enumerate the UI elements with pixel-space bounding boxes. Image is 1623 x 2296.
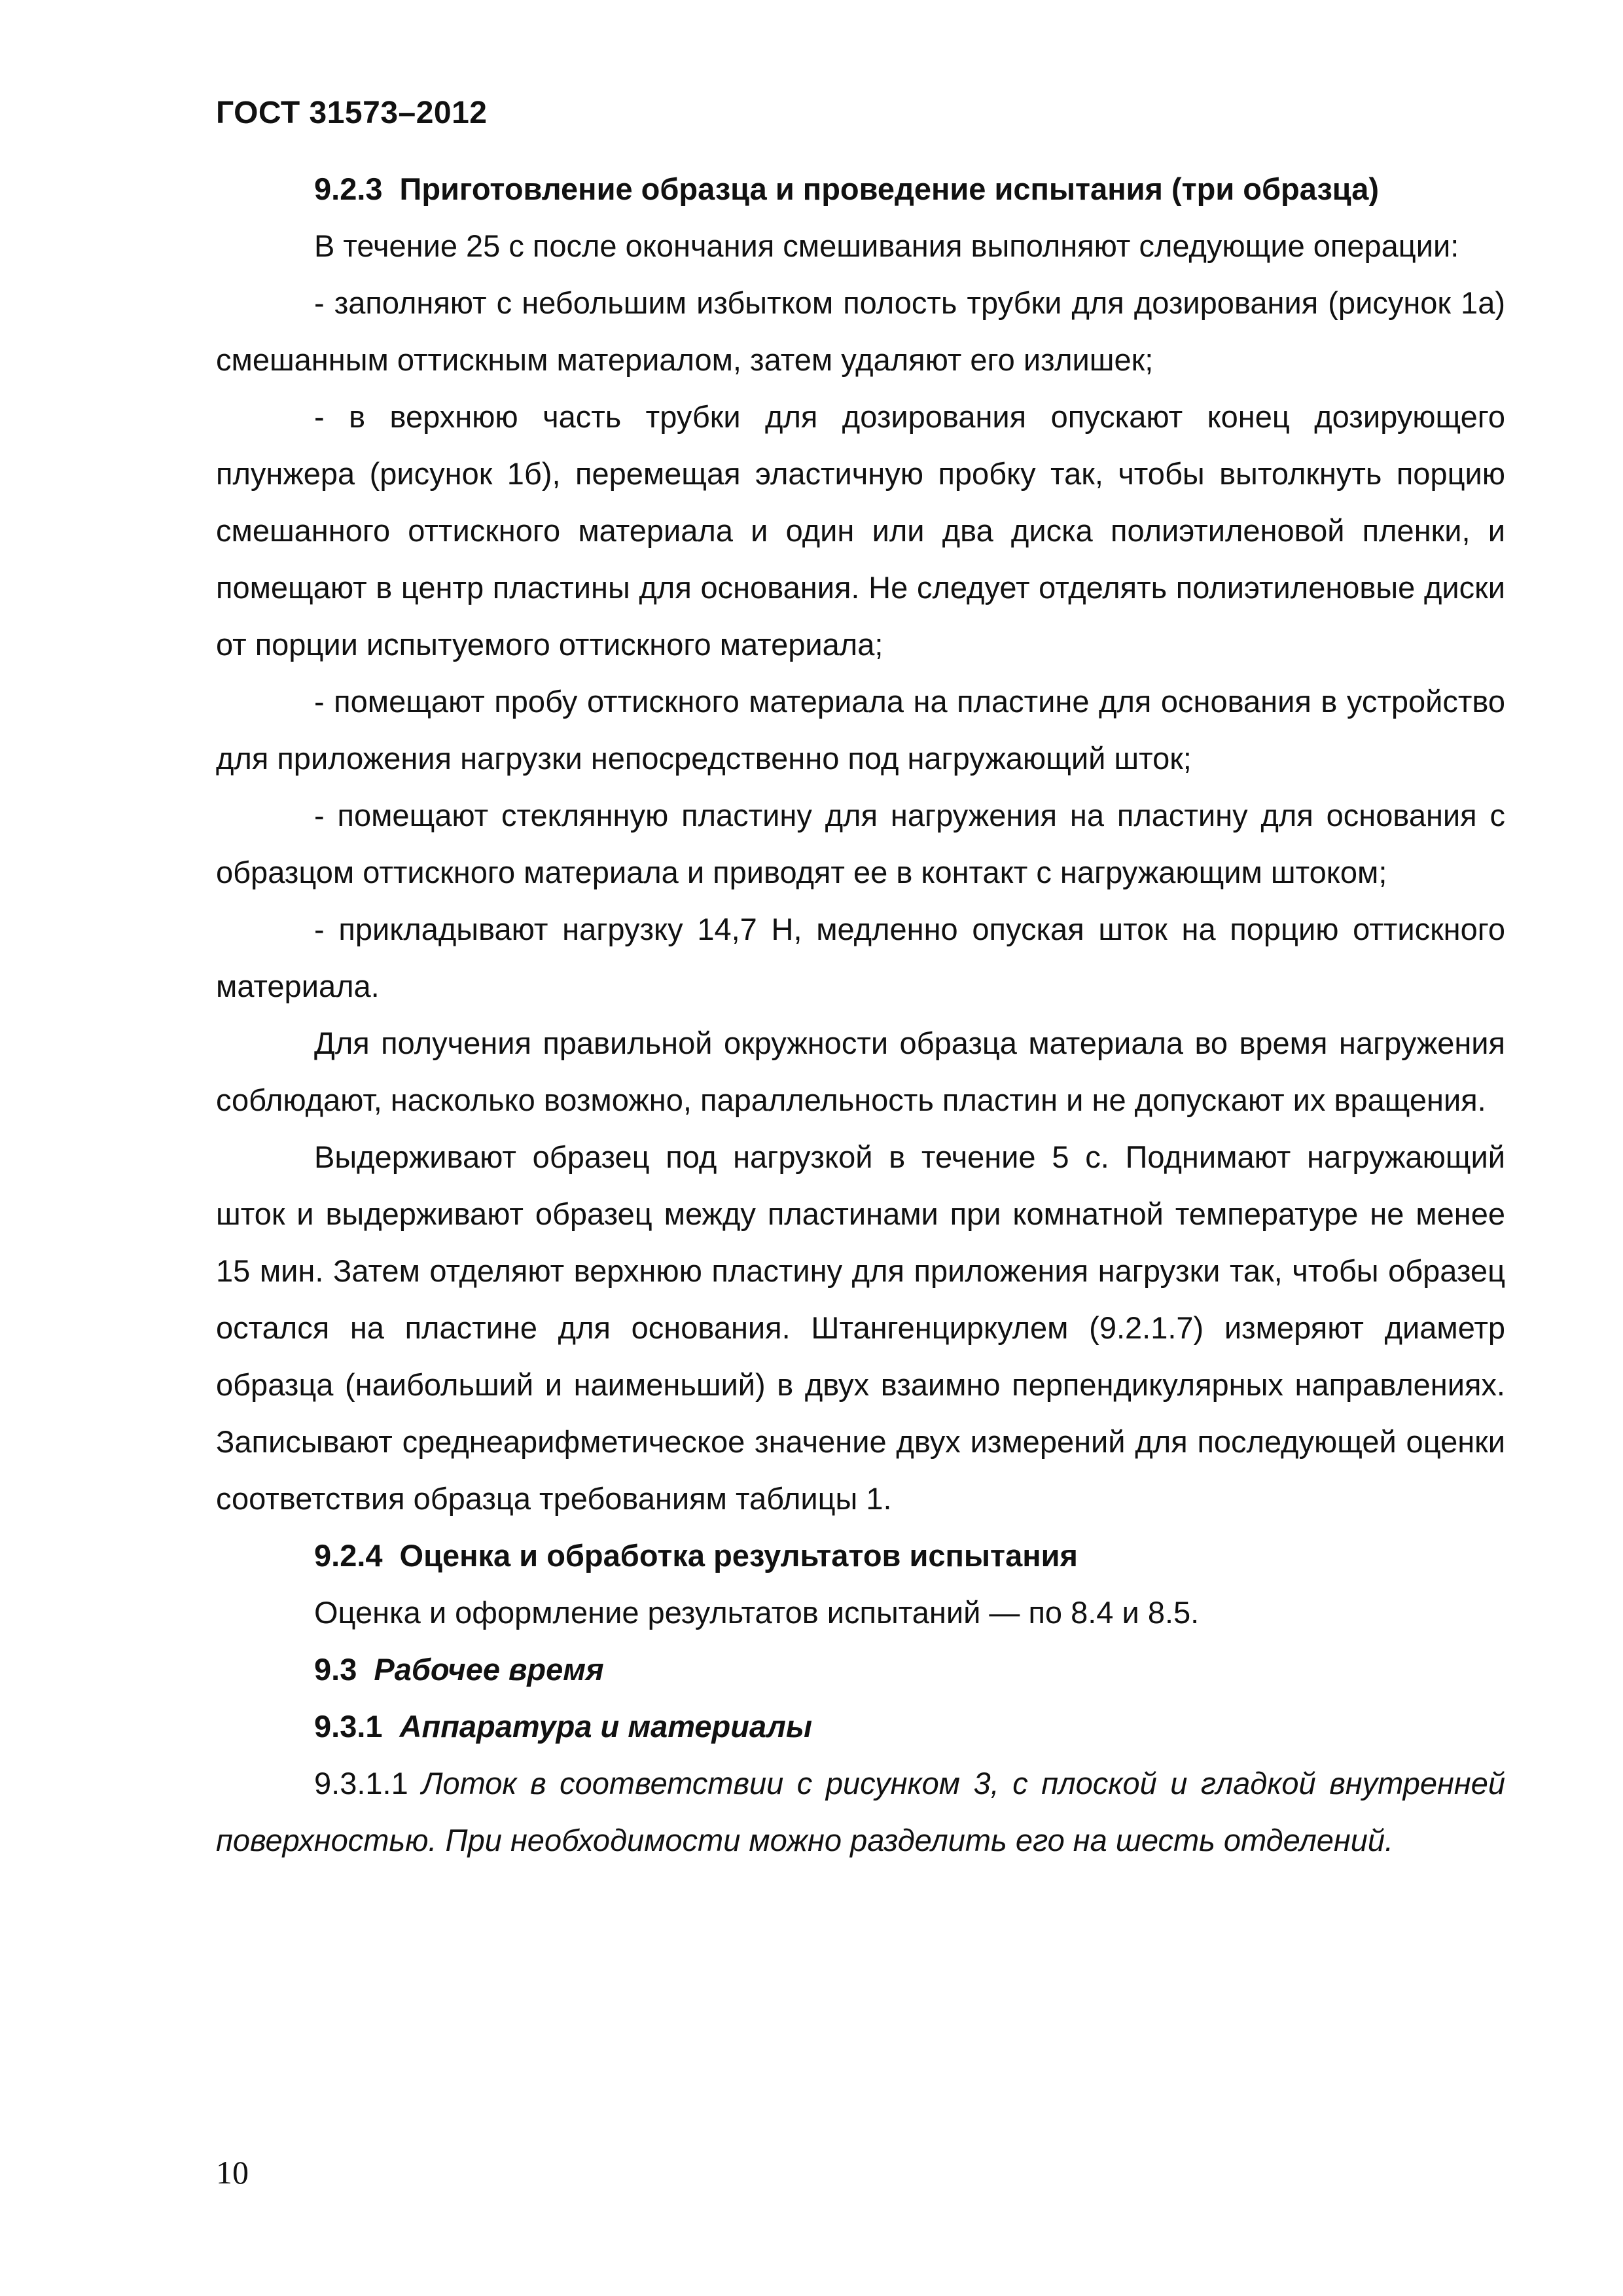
section-title: Аппаратура и материалы	[399, 1709, 813, 1744]
section-heading-9-2-3	[216, 160, 1505, 217]
list-item: - помещают пробу оттискного материала на пластине для основания в устройство для приложения нагрузки непосредственно под нагружающий шток;	[216, 684, 1505, 776]
section-number: 9.3	[314, 1652, 357, 1687]
list-item: - в верхнюю часть трубки для дозирования опускают конец дозирующего плунжера (рисунок 1б), перемещая эластичную пробку так, чтобы вытолкнуть порцию смешанного оттискного материала и один или два диска полиэтиленовой пленки, и помещают в центр пластины для основания. Не следует отделять полиэтиленовые диски от порции испытуемого оттискного материала;	[216, 399, 1505, 662]
paragraph: В течение 25 с после окончания смешивания выполняют следующие операции:	[314, 228, 1459, 263]
section-title: Оценка и обработка результатов испытания	[399, 1538, 1078, 1573]
section-heading-9-3-1	[216, 1698, 1505, 1755]
section-title: Приготовление образца и проведение испытания (три образца)	[399, 171, 1380, 206]
paragraph: Выдерживают образец под нагрузкой в течение 5 с. Поднимают нагружающий шток и выдерживают образец между пластинами при комнатной температуре не менее 15 мин. Затем отделяют верхнюю пластину для приложения нагрузки так, чтобы образец остался на пластине для основания. Штангенциркулем (9.2.1.7) измеряют диаметр образца (наибольший и наименьший) в двух взаимно перпендикулярных направлениях. Записывают среднеарифметическое значение двух измерений для последующей оценки соответствия образца требованиям таблицы 1.	[216, 1139, 1505, 1516]
clause-9-3-1-1	[216, 1755, 1505, 1869]
section-heading-9-2-4	[216, 1527, 1505, 1584]
section-number: 9.2.4	[314, 1538, 383, 1573]
list-item: - заполняют с небольшим избытком полость трубки для дозирования (рисунок 1а) смешанным оттискным материалом, затем удаляют его излишек;	[216, 285, 1505, 377]
list-item: - помещают стеклянную пластину для нагружения на пластину для основания с образцом оттискного материала и приводят ее в контакт с нагружающим штоком;	[216, 798, 1505, 889]
document-header: ГОСТ 31573–2012	[216, 96, 488, 130]
section-number: 9.3.1	[314, 1709, 383, 1744]
section-heading-9-3	[216, 1641, 1505, 1698]
section-number: 9.2.3	[314, 171, 383, 206]
document-body	[216, 160, 1505, 1869]
paragraph: Оценка и оформление результатов испытаний — по 8.4 и 8.5.	[314, 1595, 1200, 1630]
section-title: Рабочее время	[374, 1652, 604, 1687]
paragraph: Для получения правильной окружности образца материала во время нагружения соблюдают, насколько возможно, параллельность пластин и не допускают их вращения.	[216, 1026, 1505, 1117]
clause-number: 9.3.1.1	[314, 1766, 408, 1801]
list-item: - прикладывают нагрузку 14,7 Н, медленно опуская шток на порцию оттискного материала.	[216, 912, 1505, 1003]
page-number: 10	[216, 2154, 249, 2191]
clause-text: Лоток в соответствии с рисунком 3, с плоской и гладкой внутренней поверхностью. При необходимости можно разделить его на шесть отделений.	[216, 1766, 1505, 1857]
